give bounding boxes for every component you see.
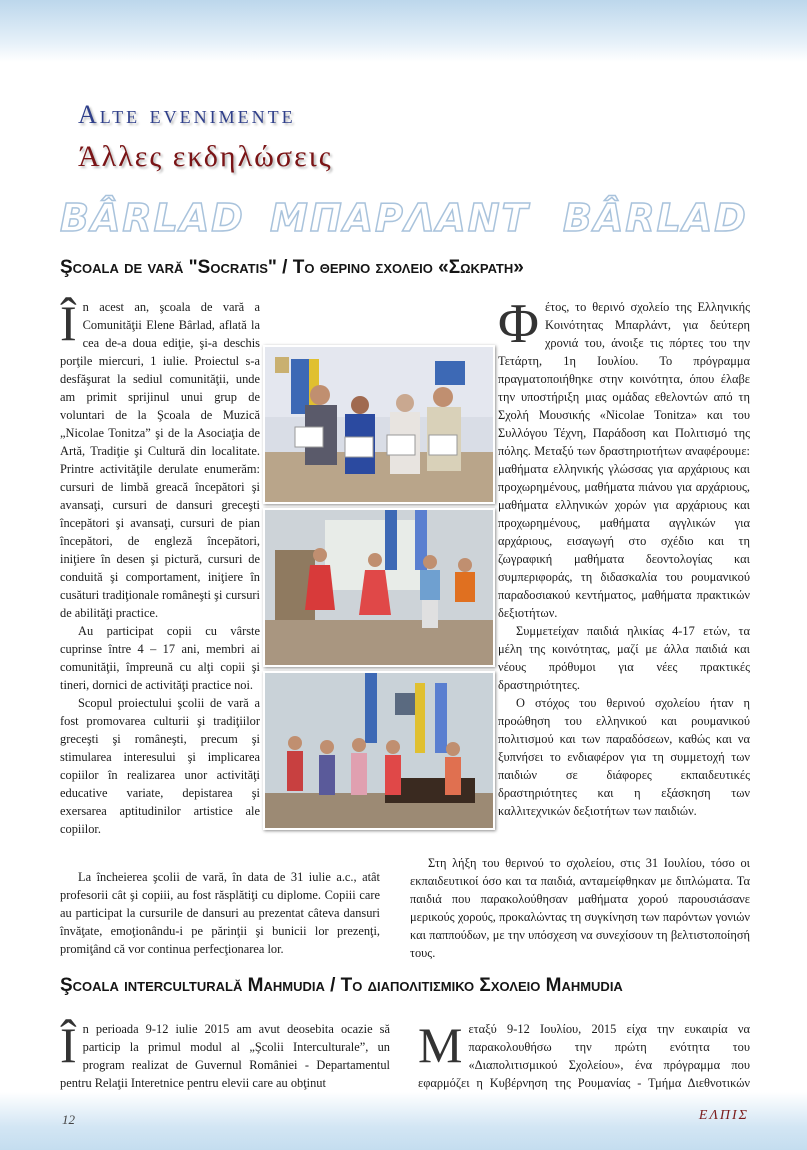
article1-heading: Şcoala de vară "Socratis" / Το θερινο σχολειο «Σωκρατη» [60, 257, 524, 278]
dropcap-ro: Î [60, 295, 77, 351]
article1-ro-p1: În acest an, şcoala de vară a Comunităţii Elene Bârlad, aflată la cea de-a doua ediţie, şi-a deschis porţile miercuri, 1 iulie. Proiectul s-a desfăşurat la sediul comunităţii, unde am primit sprijinul unui grup de voluntari de la Şcoala de Muzică „Nicolae Tonitza” şi de la Asociaţia de Artă, Tradiţie şi Cultură din localitate. Printre activităţile derulate enumerăm: cursuri de limbă greacă începători şi avansaţi, cursuri de dansuri greceşti începători şi avansaţi, cursuri de pian începători, de engleză începători, iniţiere în desen şi pictură, cursuri de conduită şi comportament, iniţiere în cusături tradiţionale româneşti şi cursuri de abilităţi practice. [60, 295, 260, 620]
article2-ro-column [60, 1017, 390, 1092]
dropcap-gr-2: Μ [418, 1017, 463, 1073]
article1-gr-column-wide [410, 854, 750, 962]
article1-gr-p1: Φέτος, το θερινό σχολείο της Ελληνικής Κοινότητας Μπαρλάντ, για δεύτερη χρονιά του, άνοιξε τις πόρτες του την Τετάρτη, 1η Ιουλίου. Το πρόγραμμα πραγματοποιήθηκε στην κοινότητα, όπου έλαβε την υποστήριξη μιας ομάδας εθελοντών από τη Σχολή Μουσικής «Nicolae Tonitza» και του Συλλόγου Τέχνη, Παράδοση και Πολιτισμό της πόλης. Μεταξύ των δραστηριοτήτων αναφέρουμε: μαθήματα ελληνικής γλώσσας για αρχάριους και προχωρημένους, μαθήματα πιάνου για αρχάριους, μαθήματα ελληνικών χορών για αρχάριους και προχωρημένους, μαθήματα αγγλικών για αρχάριους, εισαγωγή στο σχέδιο και τη ζωγραφική μαθήματα δεοντολογίας και συμπεριφοράς, τη διδασκαλία του ρουμανικού παραδοσιακού κεντήματος, μαθήματα πρακτικών δεξιοτήτων. [498, 293, 750, 620]
article1-gr-p2: Συμμετείχαν παιδιά ηλικίας 4-17 ετών, τα μέλη της κοινότητας, μαζί με άλλα παιδιά και νέους πρόθυμοι για νέες πρακτικές δραστηριότητες. [498, 624, 750, 692]
place-banner-ro-2: BÂRLAD [563, 196, 748, 240]
photo-diplomas [263, 345, 495, 504]
section-title-gr: Άλλες εκδηλώσεις [78, 140, 333, 173]
article2-ro-p1: În perioada 9-12 iulie 2015 am avut deosebita ocazie să particip la primul modul al „Şcolii Interculturale”, un program realizat de Guvernul României - Departamentul pentru Relaţii Interetnice pentru elevii care au obţinut [60, 1017, 390, 1090]
article1-ro-p2: Au participat copii cu vârste cuprinse între 4 – 17 ani, membri ai comunităţii, împreună cu alţi copii şi tineri, dornici de activităţi practice noi. [60, 624, 260, 692]
article1-ro-p3: Scopul proiectului şcolii de vară a fost promovarea culturii şi tradiţiilor greceşti şi româneşti, precum şi stimularea interesului şi implicarea copiilor în realizarea unor activităţi educative variate, depistarea şi exersarea aptitudinilor artistice ale copiilor. [60, 696, 260, 836]
top-decor-band [0, 0, 807, 62]
article2-heading: Şcoala interculturală Mahmudia / Το διαπολιτισμικο Σχολειο Mahmudia [60, 975, 623, 996]
photo-circle-dance [263, 671, 495, 830]
article1-gr-p4: Στη λήξη του θερινού το σχολείου, στις 31 Ιουλίου, τόσο οι εκπαιδευτικοί όσο και τα παιδιά, ανταμείφθηκαν με διπλώματα. Τα παιδιά που παρακολούθησαν μαθήματα χορού παρουσιάσανε μερικούς χορούς, προκαλώντας τη συγκίνηση των παρόντων γονιών και παππούδων, με την υπόσχεση να συνεχίσουν τη βελτιστοποίησή τους. [410, 856, 750, 960]
article1-gr-column [498, 293, 750, 820]
dropcap-gr: Φ [498, 293, 539, 355]
place-banner-ro: BÂRLAD [60, 196, 245, 240]
page-number: 12 [62, 1112, 75, 1127]
article2-gr-p1: Μεταξύ 9-12 Ιουλίου, 2015 είχα την ευκαιρία να παρακολουθήσω την πρώτη ενότητα του «Διαπολιτισμικού Σχολείου», ένα πρόγραμμα που εφαρμόζει η Κυβέρνηση της Ρουμανίας - Τμήμα Διεθνοτικών [418, 1017, 750, 1090]
article1-ro-p4: La încheierea şcolii de vară, în data de 31 iulie a.c., atât profesorii cât şi copiii, au fost răsplătiţi cu diplome. Copiii care au participat la cursurile de dansuri au prezentat câteva dansuri învăţate, emoţionându-i pe părinţii şi bunicii lor prezenţi, promiţând că vor continua perfecţionarea lor. [60, 870, 380, 956]
dropcap-ro-2: Î [60, 1017, 77, 1073]
place-banner-gr: ΜΠΑΡΛΑΝΤ [270, 196, 530, 240]
section-title-ro: Alte evenimente [78, 100, 296, 129]
photo-dancing-children [263, 508, 495, 667]
article1-gr-p3: Ο στόχος του θερινού σχολείου ήταν η προώθηση του ελληνικού και ρουμανικού πολιτισμού και των παραδόσεων, καθώς και να ξυπνήσει το ενδιαφέρον για τη συμμετοχή των παιδιών σε διάφορες εκπαιδευτικές δραστηριότητες και η εξάσκηση των καλλιτεχνικών δεξιοτήτων των παιδιών. [498, 696, 750, 818]
bottom-decor-band [0, 1092, 807, 1150]
magazine-name: ΕΛΠΙΣ [698, 1108, 749, 1123]
article1-ro-column [60, 295, 260, 838]
article1-ro-column-wide [60, 868, 380, 958]
